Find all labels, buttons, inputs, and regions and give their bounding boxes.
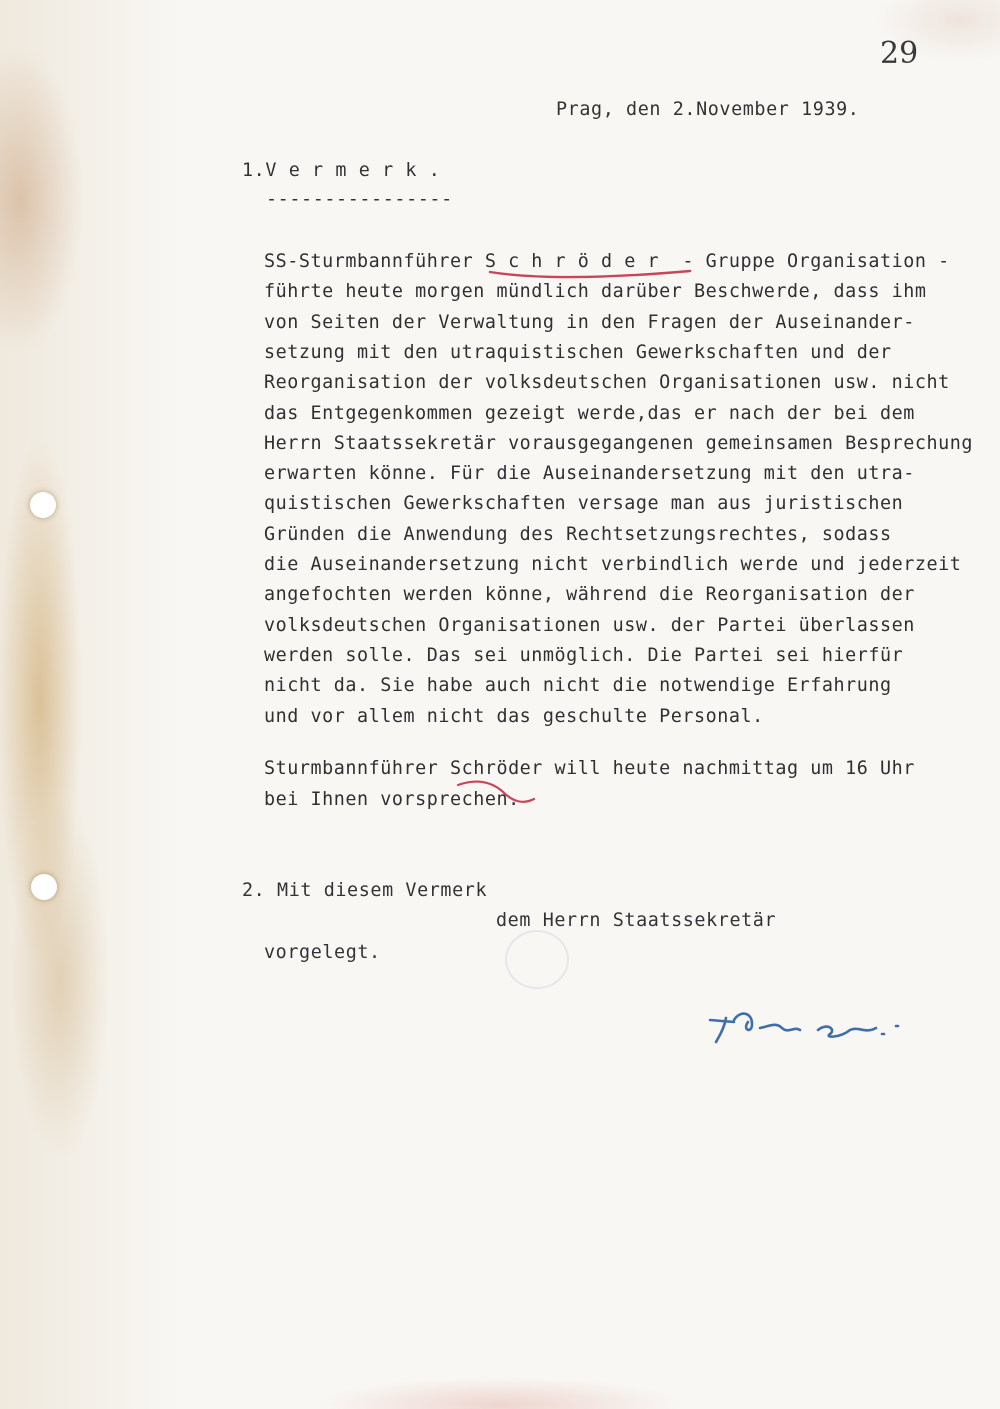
main-paragraph-line: setzung mit den utraquistischen Gewerkschaften und der xyxy=(264,341,892,363)
main-paragraph-line: Herrn Staatssekretär vorausgegangenen gemeinsamen Besprechung xyxy=(264,432,973,454)
main-paragraph-line: von Seiten der Verwaltung in den Fragen der Auseinander- xyxy=(264,311,915,333)
main-paragraph-line: SS-Sturmbannführer S c h r ö d e r - Gruppe Organisation - xyxy=(264,251,950,272)
punch-hole-upper xyxy=(30,492,56,518)
section-2-line-2: dem Herrn Staatssekretär xyxy=(496,910,777,931)
closing-paragraph-line: bei Ihnen vorsprechen. xyxy=(264,788,520,810)
main-paragraph-line: Gründen die Anwendung des Rechtsetzungsrechtes, sodass xyxy=(264,523,892,545)
main-paragraph-line: volksdeutschen Organisationen usw. der Partei überlassen xyxy=(264,614,915,636)
section-1-heading: 1.V e r m e r k . xyxy=(242,160,441,181)
main-paragraph-line: quistischen Gewerkschaften versage man aus juristischen xyxy=(264,493,904,515)
main-paragraph-line: Reorganisation der volksdeutschen Organisationen usw. nicht xyxy=(264,372,950,394)
closing-paragraph-line: Sturmbannführer Schröder will heute nachmittag um 16 Uhr xyxy=(264,758,915,779)
main-paragraph-line: nicht da. Sie habe auch nicht die notwendige Erfahrung xyxy=(264,675,892,697)
main-paragraph-line: und vor allem nicht das geschulte Personal. xyxy=(264,705,764,727)
faint-stamp-mark xyxy=(505,930,569,989)
main-paragraph-line: die Auseinandersetzung nicht verbindlich werde und jederzeit xyxy=(264,554,962,575)
main-paragraph-line: werden solle. Das sei unmöglich. Die Partei sei hierfür xyxy=(264,644,904,666)
section-2-line-3: vorgelegt. xyxy=(264,942,381,963)
heading-rule: ---------------- xyxy=(266,189,453,210)
main-paragraph-line: angefochten werden könne, während die Reorganisation der xyxy=(264,584,915,606)
red-underline-schroeder-1 xyxy=(480,268,700,282)
page-number: 29 xyxy=(880,36,919,71)
handwritten-signature-icon xyxy=(700,1000,920,1060)
punch-hole-lower xyxy=(31,874,57,900)
main-paragraph-line: erwarten könne. Für die Auseinandersetzung mit den utra- xyxy=(264,463,915,485)
main-paragraph-line: das Entgegenkommen gezeigt werde,das er nach der bei dem xyxy=(264,402,915,424)
section-2-line-1: 2. Mit diesem Vermerk xyxy=(242,880,488,901)
main-paragraph-line: führte heute morgen mündlich darüber Beschwerde, dass ihm xyxy=(264,281,927,303)
red-underline-schroeder-2 xyxy=(450,775,540,815)
date-line: Prag, den 2.November 1939. xyxy=(556,99,860,120)
